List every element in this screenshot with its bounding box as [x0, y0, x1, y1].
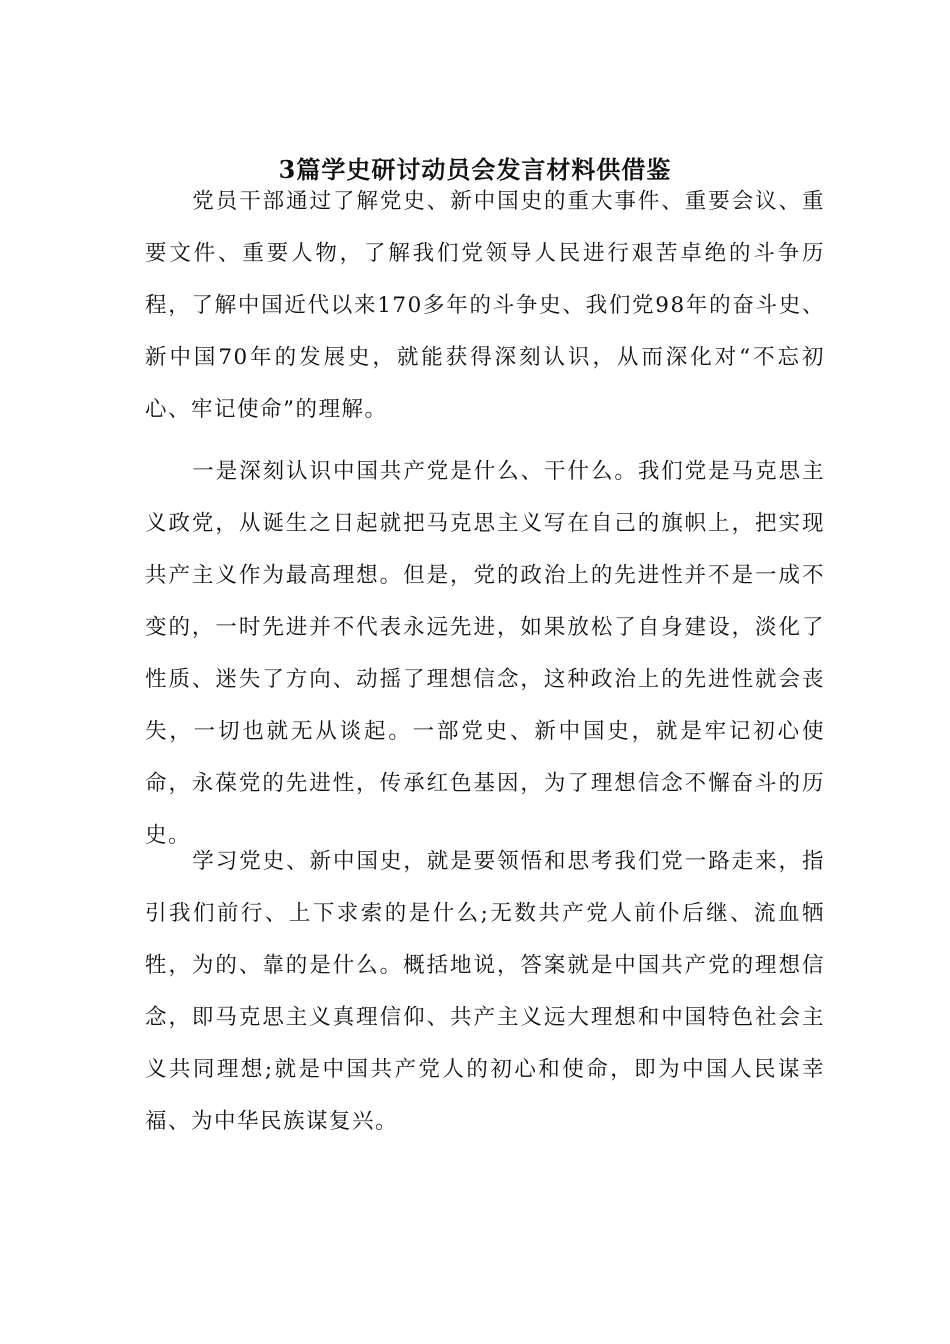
paragraph-studying-history: 学习党史、新中国史，就是要领悟和思考我们党一路走来，指引我们前行、上下求索的是什么;无数共产党人前仆后继、流血牺牲，为的、靠的是什么。概括地说，答案就是中国共产党的理想信念，即马克思主义真理信仰、共产主义远大理想和中国特色社会主义共同理想;就是中国共产党人的初心和使命，即为中国人民谋幸福、为中华民族谋复兴。	[145, 849, 825, 1134]
document-title: 3篇学史研讨动员会发言材料供借鉴	[278, 155, 672, 185]
paragraph-intro: 党员干部通过了解党史、新中国史的重大事件、重要会议、重要文件、重要人物，了解我们党领导人民进行艰苦卓绝的斗争历程，了解中国近代以来170多年的斗争史、我们党98年的奋斗史、新中国70年的发展史，就能获得深刻认识，从而深化对“不忘初心、牢记使命”的理解。	[145, 189, 825, 422]
paragraph-understanding-party: 一是深刻认识中国共产党是什么、干什么。我们党是马克思主义政党，从诞生之日起就把马克思主义写在自己的旗帜上，把实现共产主义作为最高理想。但是，党的政治上的先进性并不是一成不变的，一时先进并不代表永远先进，如果放松了自身建设，淡化了性质、迷失了方向、动摇了理想信念，这种政治上的先进性就会丧失，一切也就无从谈起。一部党史、新中国史，就是牢记初心使命，永葆党的先进性，传承红色基因，为了理想信念不懈奋斗的历史。	[145, 459, 825, 848]
